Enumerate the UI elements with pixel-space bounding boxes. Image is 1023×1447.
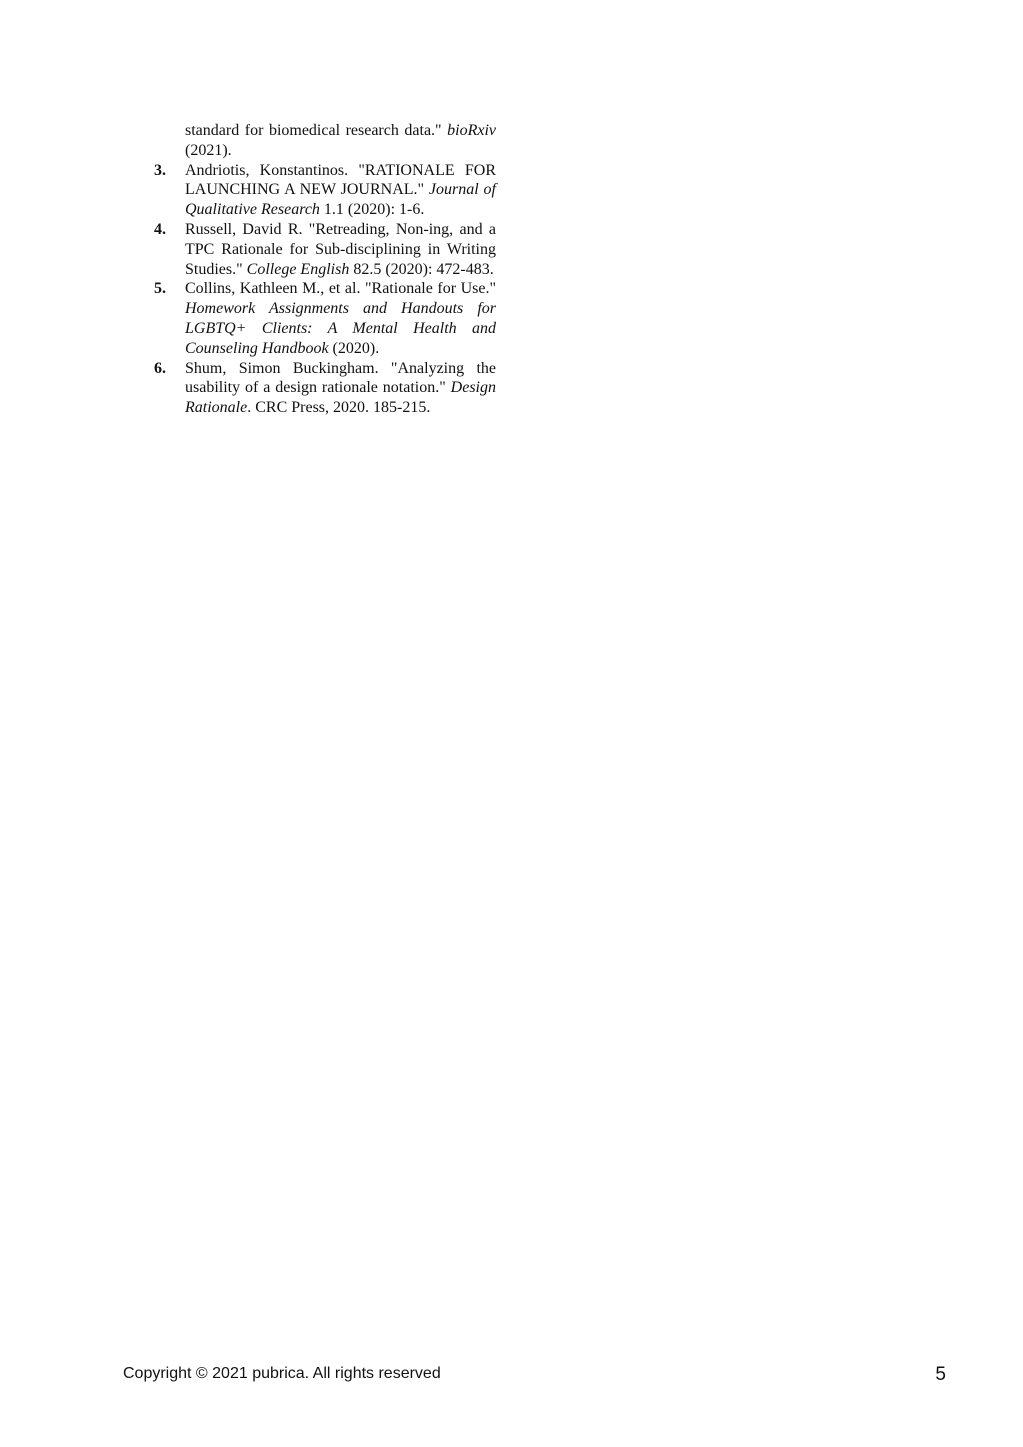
- reference-details: (2021).: [185, 141, 232, 159]
- reference-item-6: [150, 359, 496, 418]
- reference-list: [150, 121, 496, 418]
- reference-number: 5.: [154, 280, 166, 298]
- reference-number: 3.: [154, 161, 166, 179]
- reference-item-3: [150, 161, 496, 220]
- reference-journal: Design Rationale: [185, 379, 496, 417]
- reference-text: Russell, David R. "Retreading, Non-ing, and a TPC Rationale for Sub-disciplining in Writing Studies.": [185, 220, 496, 278]
- reference-text: Shum, Simon Buckingham. "Analyzing the usability of a design rationale notation.": [185, 359, 496, 397]
- reference-text: Andriotis, Konstantinos. "RATIONALE FOR LAUNCHING A NEW JOURNAL.": [185, 161, 496, 199]
- reference-details: 82.5 (2020): 472-483.: [349, 260, 494, 278]
- reference-text: Collins, Kathleen M., et al. "Rationale for Use.": [185, 280, 496, 298]
- reference-item-5: [150, 279, 496, 358]
- reference-body: [185, 220, 496, 279]
- reference-body: [185, 279, 496, 358]
- reference-body: [185, 161, 496, 220]
- reference-continuation: [185, 121, 496, 161]
- reference-body: [185, 359, 496, 418]
- reference-text: standard for biomedical research data.": [185, 122, 448, 139]
- reference-journal: Journal of Qualitative Research: [185, 181, 497, 219]
- footer-copyright: Copyright © 2021 pubrica. All rights reserved: [123, 1365, 441, 1382]
- reference-journal: bioRxiv: [447, 122, 496, 139]
- reference-number: 4.: [154, 220, 166, 238]
- page-number: 5: [935, 1364, 946, 1385]
- reference-journal: Homework Assignments and Handouts for LGBTQ+ Clients: A Mental Health and Counseling Handbook: [185, 300, 496, 357]
- reference-details: (2020).: [328, 339, 380, 357]
- reference-details: 1.1 (2020): 1-6.: [319, 201, 425, 219]
- reference-item-4: [150, 220, 496, 279]
- reference-details: . CRC Press, 2020. 185-215.: [247, 399, 431, 417]
- reference-journal: College English: [246, 260, 350, 278]
- reference-number: 6.: [154, 359, 166, 377]
